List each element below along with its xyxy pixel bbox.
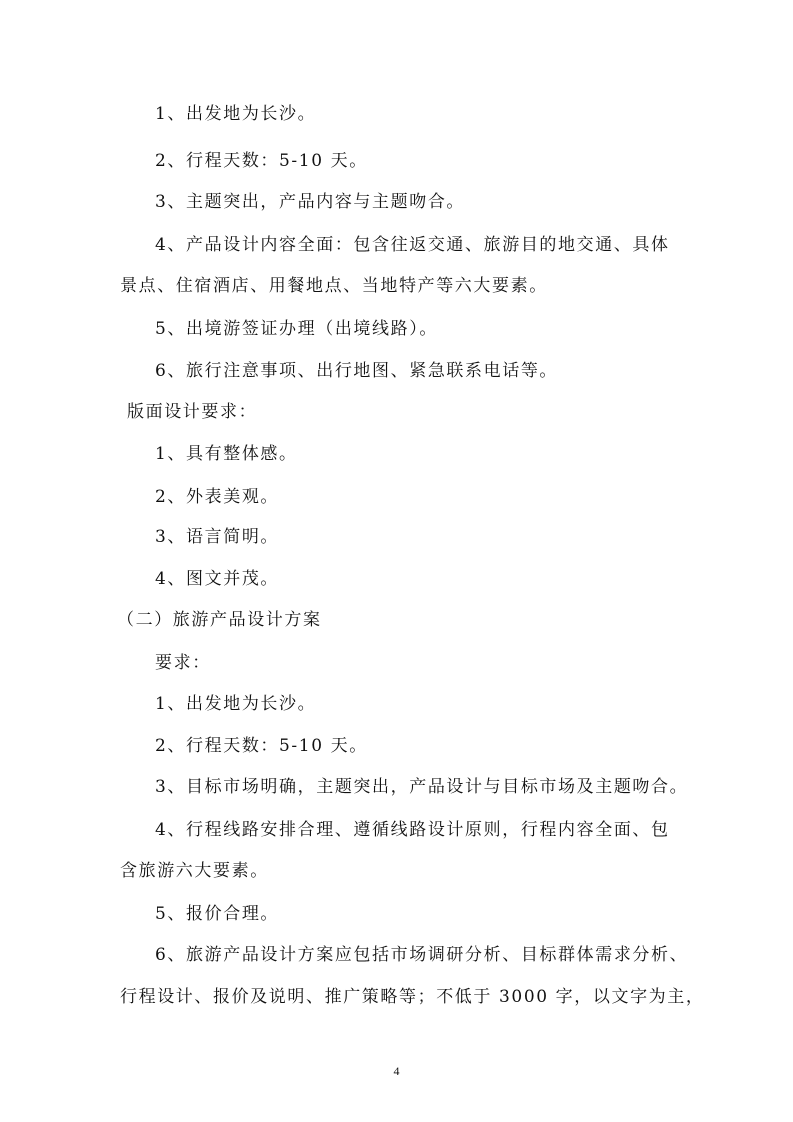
list-item: 4、行程线路安排合理、遵循线路设计原则，行程内容全面、包 <box>155 820 670 840</box>
list-item-continuation: 行程设计、报价及说明、推广策略等；不低于 3000 字，以文字为主， <box>120 987 705 1007</box>
list-item: 6、旅行注意事项、出行地图、紧急联系电话等。 <box>155 361 559 381</box>
list-item: 1、出发地为长沙。 <box>155 104 317 124</box>
page-number: 4 <box>393 1064 400 1078</box>
section-heading: （二）旅游产品设计方案 <box>117 610 322 630</box>
list-item: 3、目标市场明确，主题突出，产品设计与目标市场及主题吻合。 <box>155 777 689 797</box>
layout-requirements-heading: 版面设计要求： <box>127 402 258 422</box>
list-item: 1、出发地为长沙。 <box>155 694 317 714</box>
list-item: 3、语言简明。 <box>155 527 280 547</box>
list-item: 5、报价合理。 <box>155 904 280 924</box>
list-item: 2、外表美观。 <box>155 487 280 507</box>
list-item-continuation: 景点、住宿酒店、用餐地点、当地特产等六大要素。 <box>120 276 548 296</box>
list-item: 4、图文并茂。 <box>155 569 280 589</box>
list-item: 5、出境游签证办理（出境线路）。 <box>155 319 438 339</box>
requirements-label: 要求： <box>155 653 211 673</box>
list-item: 4、产品设计内容全面：包含往返交通、旅游目的地交通、具体 <box>155 235 670 255</box>
list-item: 2、行程天数：5-10 天。 <box>155 151 368 171</box>
list-item: 2、行程天数：5-10 天。 <box>155 736 368 756</box>
list-item: 1、具有整体感。 <box>155 444 298 464</box>
list-item: 6、旅游产品设计方案应包括市场调研分析、目标群体需求分析、 <box>155 945 689 965</box>
list-item: 3、主题突出，产品内容与主题吻合。 <box>155 192 466 212</box>
list-item-continuation: 含旅游六大要素。 <box>120 861 269 881</box>
